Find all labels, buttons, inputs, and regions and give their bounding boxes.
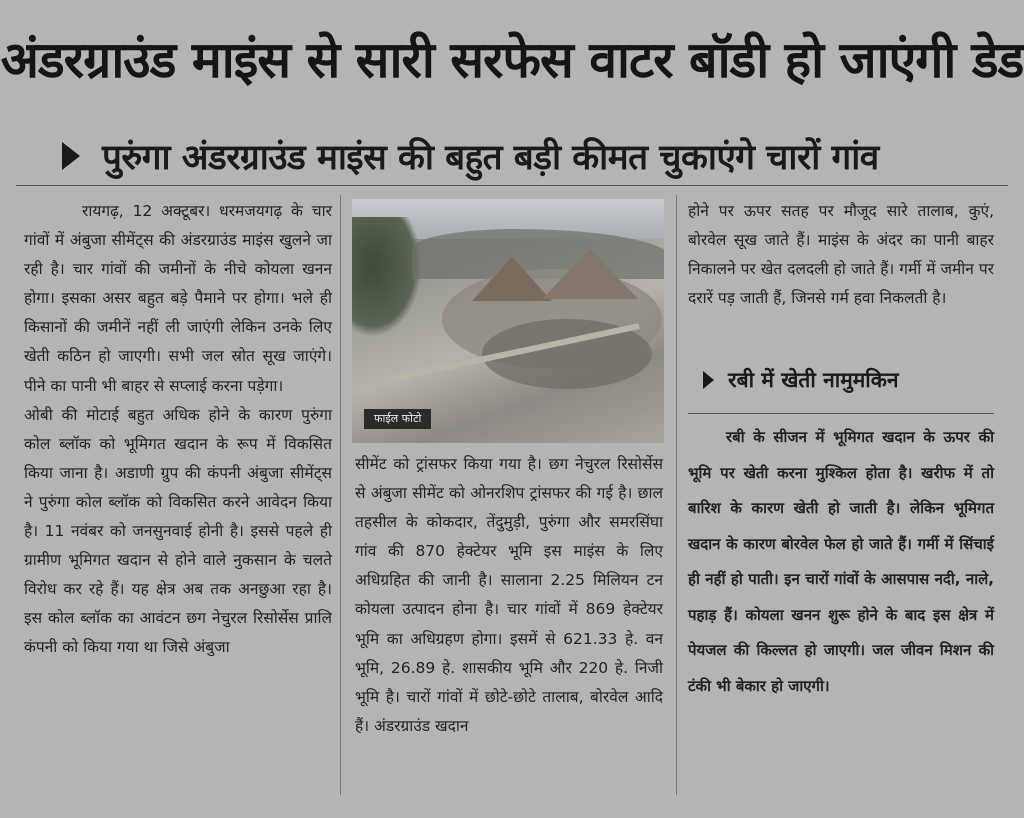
column-1-paragraph-1: रायगढ़, 12 अक्टूबर। धरमजयगढ़ के चार गांवों में अंबुजा सीमेंट्स की अंडरग्राउंड माइंस खुलने जा रही है। चार गांवों की जमीनों के नीचे कोयला खनन होगा। इसका असर बहुत बड़े पैमाने पर होगा। भले ही किसानों की जमीनें नहीं ली जाएंगी लेकिन उनके लिए खेती कठिन हो जाएगी। सभी जल स्रोत सूख जाएंगे। पीने का पानी भी बाहर से सप्लाई करना पड़ेगा। xyxy=(24,202,332,395)
top-divider xyxy=(16,185,1008,186)
column-3-paragraph-1: होने पर ऊपर सतह पर मौजूद सारे तालाब, कुएं, बोरवेल सूख जाते हैं। माइंस के अंदर का पानी बाहर निकालने पर खेत दलदली हो जाते हैं। गर्मी में जमीन पर दरारें पड़ जाती हैं, जिनसे गर्म हवा निकलती है। xyxy=(688,202,994,308)
column-2-paragraph-1: सीमेंट को ट्रांसफर किया गया है। छग नेचुरल रिसोर्सेस से अंबुजा सीमेंट को ओनरशिप ट्रांसफर की गई है। छाल तहसील के कोकदार, तेंदुमुड़ी, पुरुंगा और समरसिंघा गांव की 870 हेक्टेयर भूमि इस माइंस के लिए अधिग्रहित की जानी है। सालाना 2.25 मिलियन टन कोयला उत्पादन होना है। चार गांवों में 869 हेक्टेयर भूमि का अधिग्रहण होगा। इसमें से 621.33 हे. वन भूमि, 26.89 हे. शासकीय भूमि और 220 हे. निजी भूमि है। चारों गांवों में छोटे-छोटे तालाब, बोरवेल आदि हैं। अंडरग्राउंड खदान xyxy=(355,455,663,735)
column-divider-2 xyxy=(676,195,677,795)
headline: अंडरग्राउंड माइंस से सारी सरफेस वाटर बॉडी हो जाएंगी डेड xyxy=(0,31,1024,89)
column-1 xyxy=(24,197,332,663)
subsection-heading: रबी में खेती नामुमकिन xyxy=(728,368,899,392)
subsection-divider xyxy=(688,413,994,414)
column-1-paragraph-2: ओबी की मोटाई बहुत अधिक होने के कारण पुरुंगा कोल ब्लॉक को भूमिगत खदान के रूप में विकसित किया जाना है। अडाणी ग्रुप की कंपनी अंबुजा सीमेंट्स ने पुरुंगा कोल ब्लॉक को विकसित करने आवेदन किया है। 11 नवंबर को जनसुनवाई होनी है। इससे पहले ही ग्रामीण भूमिगत खदान से होने वाले नुकसान के चलते विरोध कर रहे हैं। यह क्षेत्र अब तक अनछुआ रहा है। इस कोल ब्लॉक का आवंटन छग नेचुरल रिसोर्सेस प्रालि कंपनी को किया गया था जिसे अंबुजा xyxy=(24,405,332,657)
column-divider-1 xyxy=(340,195,341,795)
column-3-bottom xyxy=(688,420,994,704)
subsection-heading-row xyxy=(703,366,899,394)
column-3-top xyxy=(688,197,994,313)
column-3-paragraph-2: रबी के सीजन में भूमिगत खदान के ऊपर की भूमि पर खेती करना मुश्किल होता है। खरीफ में तो बारिश के कारण खेती हो जाती है। लेकिन भूमिगत खदान के कारण बोरवेल फेल हो जाते हैं। गर्मी में सिंचाई ही नहीं हो पाती। इन चारों गांवों के आसपास नदी, नाले, पहाड़ हैं। कोयला खनन शुरू होने के बाद इस क्षेत्र में पेयजल की किल्लत हो जाएगी। जल जीवन मिशन की टंकी भी बेकार हो जाएगी। xyxy=(688,428,994,695)
subheadline-row xyxy=(62,130,1004,182)
column-2 xyxy=(355,450,663,741)
mine-photo xyxy=(352,199,664,443)
photo-caption: फाईल फोटो xyxy=(364,409,431,429)
triangle-bullet-icon xyxy=(703,371,714,389)
triangle-bullet-icon xyxy=(62,142,80,170)
subheadline: पुरुंगा अंडरग्राउंड माइंस की बहुत बड़ी कीमत चुकाएंगे चारों गांव xyxy=(102,137,879,178)
